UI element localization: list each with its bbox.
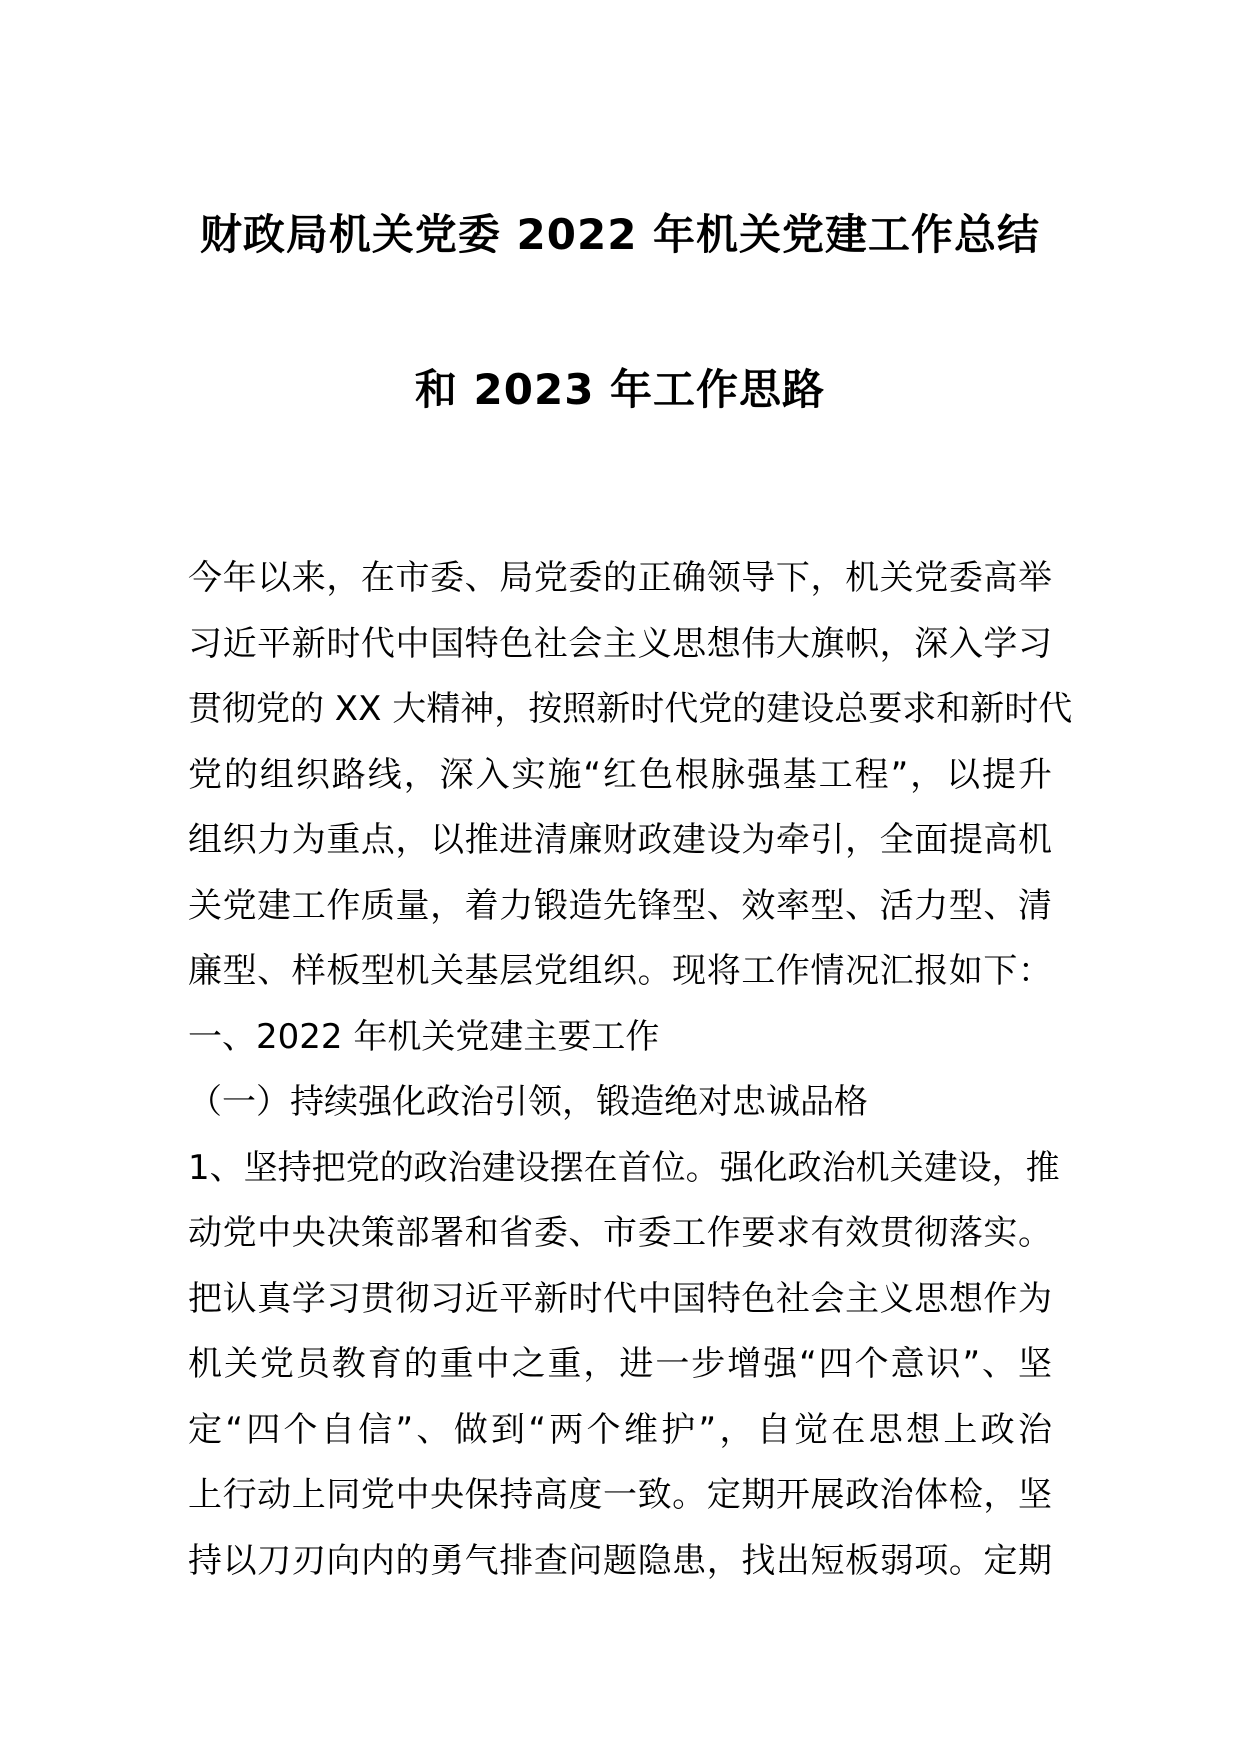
body-line: 持以刀刃向内的勇气排查问题隐患，找出短板弱项。定期 [188,1540,1052,1581]
section-heading: 一、2022 年机关党建主要工作 [188,1016,660,1057]
body-line: 组织力为重点，以推进清廉财政建设为牵引，全面提高机 [188,820,1052,860]
body-line: 把认真学习贯彻习近平新时代中国特色社会主义思想作为 [188,1278,1052,1319]
body-line: 今年以来，在市委、局党委的正确领导下，机关党委高举 [188,558,1052,598]
document-body [188,546,1073,1594]
body-line: 党的组织路线，深入实施“红色根脉强基工程”，以提升 [188,754,1052,795]
body-line: 上行动上同党中央保持高度一致。定期开展政治体检，坚 [188,1475,1052,1515]
subsection-heading: （一）持续强化政治引领，锻造绝对忠诚品格 [188,1082,868,1122]
body-line: 机关党员教育的重中之重，进一步增强“四个意识”、坚 [188,1344,1052,1384]
body-line: 定“四个自信”、做到“两个维护”，自觉在思想上政治 [188,1409,1052,1450]
body-line: 动党中央决策部署和省委、市委工作要求有效贯彻落实。 [188,1213,1052,1253]
body-line: 贯彻党的 XX 大精神，按照新时代党的建设总要求和新时代 [188,689,1073,729]
document-title-line-1: 财政局机关党委 2022 年机关党建工作总结 [199,210,1041,259]
body-line: 习近平新时代中国特色社会主义思想伟大旗帜，深入学习 [188,623,1052,664]
body-line: 1、坚持把党的政治建设摆在首位。强化政治机关建设，推 [188,1147,1060,1188]
document-title-line-2: 和 2023 年工作思路 [414,365,826,414]
body-line: 廉型、样板型机关基层党组织。现将工作情况汇报如下： [188,951,1052,991]
body-line: 关党建工作质量，着力锻造先锋型、效率型、活力型、清 [188,885,1052,926]
